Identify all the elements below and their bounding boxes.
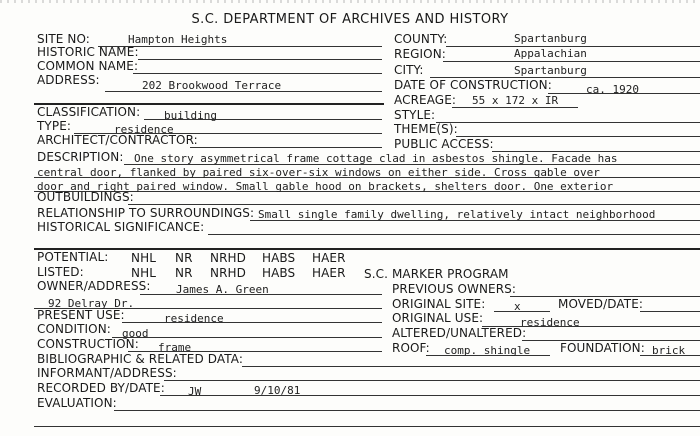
recorded-date-value: 9/10/81 [254,384,301,397]
historical-significance-line [208,234,700,235]
description-text-2: central door, flanked by paired six-over-six windows on either side. Cross gable over [37,166,600,179]
historic-name-label: HISTORIC NAME: [37,45,139,59]
moved-date-line [640,311,700,312]
address-value: 202 Brookwood Terrace [142,79,282,92]
potential-nrhd: NRHD [210,251,246,265]
evaluation-label: EVALUATION: [37,396,117,410]
informant-line [164,380,700,381]
construction-value: frame [158,341,192,354]
outbuildings-label: OUTBUILDINGS: [37,190,134,204]
foundation-value: brick [652,344,686,357]
recorded-by-label: RECORDED BY/DATE: [37,381,165,395]
original-site-value: x [514,300,521,313]
date-of-construction-value: ca. 1920 [586,83,639,96]
middle-divider [34,248,700,250]
listed-nrhd: NRHD [210,266,246,280]
county-label: COUNTY: [394,32,448,46]
acreage-label: ACREAGE: [394,93,457,107]
type-label: TYPE: [37,119,72,133]
roof-value: comp. shingle [444,344,531,357]
listed-haer: HAER [312,266,346,280]
region-value: Appalachian [514,47,587,60]
common-name-label: COMMON NAME: [37,59,139,73]
present-use-label: PRESENT USE: [37,308,125,322]
potential-habs: HABS [262,251,296,265]
region-line [443,61,700,62]
recorded-by-value: JW [188,385,202,398]
relationship-value: Small single family dwelling, relatively intact neighborhood [258,208,656,221]
architect-line [190,147,382,148]
original-use-value: residence [520,316,580,329]
present-use-line [122,322,382,323]
owner-address-value: 92 Delray Dr. [48,297,135,310]
scan-edge [0,0,700,3]
recorded-by-line [160,395,700,396]
construction-label: CONSTRUCTION: [37,337,139,351]
classification-label: CLASSIFICATION: [37,105,141,119]
evaluation-line-2 [34,426,700,427]
original-site-line [494,311,550,312]
sc-marker-label: S.C. MARKER PROGRAM [364,267,509,281]
relationship-label: RELATIONSHIP TO SURROUNDINGS: [37,206,255,220]
owner-address-label: OWNER/ADDRESS: [37,279,151,293]
foundation-label: FOUNDATION: [560,341,645,355]
listed-label: LISTED: [37,265,84,279]
previous-owners-label: PREVIOUS OWNERS: [392,282,517,296]
date-of-construction-label: DATE OF CONSTRUCTION: [394,78,552,92]
evaluation-line [114,410,700,411]
city-value: Spartanburg [514,64,587,77]
classification-value: building [164,109,217,122]
architect-label: ARCHITECT/CONTRACTOR: [37,133,198,147]
condition-line [112,337,382,338]
acreage-value: 55 x 172 x IR [472,94,559,107]
site-no-label: SITE NO: [37,32,90,46]
description-text-1: One story asymmetrical frame cottage clad in asbestos shingle. Facade has [134,152,618,165]
site-no-value: Hampton Heights [128,33,228,46]
condition-label: CONDITION: [37,322,111,336]
style-label: STYLE: [394,108,436,122]
bibliographic-line [242,366,700,367]
potential-haer: HAER [312,251,346,265]
site-no-line [98,46,382,47]
original-site-label: ORIGINAL SITE: [392,297,486,311]
description-text-3: door and right paired window. Small gable hood on brackets, shelters door. One exterior [37,180,614,193]
county-value: Spartanburg [514,32,587,45]
owner-name-value: James A. Green [176,283,269,296]
listed-habs: HABS [262,266,296,280]
present-use-value: residence [164,312,224,325]
bibliographic-label: BIBLIOGRAPHIC & RELATED DATA: [37,352,243,366]
historical-significance-label: HISTORICAL SIGNIFICANCE: [37,220,205,234]
acreage-line [452,107,578,108]
style-line [436,122,700,123]
original-use-label: ORIGINAL USE: [392,311,484,325]
region-label: REGION: [394,47,446,61]
address-label: ADDRESS: [37,73,100,87]
description-label: DESCRIPTION: [37,150,124,164]
common-name-line [133,73,382,74]
theme-label: THEME(S): [394,122,458,136]
historic-name-line [138,59,382,60]
potential-nr: NR [175,251,193,265]
potential-label: POTENTIAL: [37,250,109,264]
public-access-label: PUBLIC ACCESS: [394,137,494,151]
listed-nr: NR [175,266,193,280]
outbuildings-line [128,204,700,205]
roof-label: ROOF: [392,341,430,355]
type-value: residence [114,123,174,136]
form-title: S.C. DEPARTMENT OF ARCHIVES AND HISTORY [191,12,509,27]
city-label: CITY: [394,63,424,77]
moved-date-label: MOVED/DATE: [558,297,644,311]
potential-nhl: NHL [131,251,156,265]
listed-nhl: NHL [131,266,156,280]
condition-value: good [122,327,149,340]
informant-label: INFORMANT/ADDRESS: [37,366,177,380]
altered-label: ALTERED/UNALTERED: [392,326,527,340]
